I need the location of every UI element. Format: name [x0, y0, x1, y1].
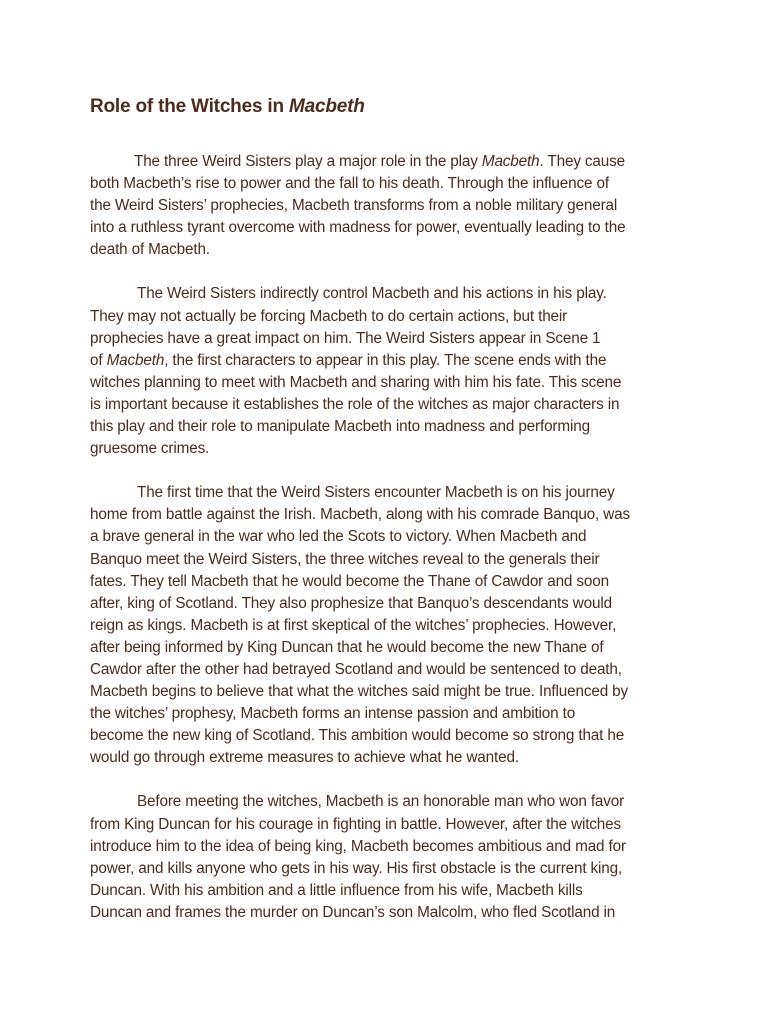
document-body — [90, 151, 690, 924]
paragraph-line: They may not actually be forcing Macbeth to do certain actions, but their — [90, 307, 568, 325]
paragraph-line: the Weird Sisters’ prophecies, Macbeth transforms from a noble military general — [90, 197, 618, 215]
paragraph-line: death of Macbeth. — [90, 241, 210, 259]
paragraph-line: Cawdor after the other had betrayed Scotland and would be sentenced to death, — [90, 660, 622, 678]
paragraph-line: a brave general in the war who led the Scots to victory. When Macbeth and — [90, 528, 587, 546]
document-title — [90, 92, 690, 122]
title-text: Role of the Witches in — [90, 96, 289, 117]
paragraph-line: Duncan. With his ambition and a little influence from his wife, Macbeth kills — [90, 881, 583, 899]
paragraph-line: fates. They tell Macbeth that he would become the Thane of Cawdor and soon — [90, 572, 609, 590]
paragraph-line: into a ruthless tyrant overcome with madness for power, eventually leading to the — [90, 219, 626, 237]
paragraph-line: home from battle against the Irish. Macbeth, along with his comrade Banquo, was — [90, 506, 630, 524]
paragraph-line: this play and their role to manipulate Macbeth into madness and performing — [90, 418, 590, 436]
paragraph-line: reign as kings. Macbeth is at first skeptical of the witches’ prophecies. However, — [90, 616, 617, 634]
paragraph-line: The first time that the Weird Sisters encounter Macbeth is on his journey — [137, 484, 615, 502]
paragraph-line: after, king of Scotland. They also prophesize that Banquo’s descendants would — [90, 594, 612, 612]
paragraph-line: witches planning to meet with Macbeth and sharing with him his fate. This scene — [90, 373, 622, 391]
paragraph — [90, 482, 690, 769]
paragraph-line: become the new king of Scotland. This ambition would become so strong that he — [90, 727, 625, 745]
title-italic-text: Macbeth — [288, 96, 365, 117]
paragraph-line: introduce him to the idea of being king, Macbeth becomes ambitious and mad for — [90, 837, 626, 855]
paragraph-line: prophecies have a great impact on him. The Weird Sisters appear in Scene 1 — [90, 329, 601, 347]
paragraph — [90, 791, 690, 924]
paragraph-line: gruesome crimes. — [90, 440, 210, 458]
italic-title-reference: Macbeth — [481, 153, 540, 170]
paragraph-line: Macbeth begins to believe that what the witches said might be true. Influenced by — [90, 683, 629, 701]
paragraph-line: of Macbeth, the first characters to appear in this play. The scene ends with the — [90, 351, 607, 369]
italic-title-reference: Macbeth — [106, 351, 165, 369]
paragraph-line: Before meeting the witches, Macbeth is an honorable man who won favor — [137, 793, 625, 811]
paragraph-line: after being informed by King Duncan that he would become the new Thane of — [90, 638, 604, 656]
paragraph-line: the witches’ prophesy, Macbeth forms an intense passion and ambition to — [90, 705, 576, 723]
paragraph-line: Banquo meet the Weird Sisters, the three witches reveal to the generals their — [90, 550, 600, 568]
paragraph-line: power, and kills anyone who gets in his way. His first obstacle is the current king, — [90, 859, 623, 877]
paragraph — [90, 283, 690, 460]
paragraph-line: Duncan and frames the murder on Duncan’s son Malcolm, who fled Scotland in — [90, 903, 616, 921]
document-page — [90, 92, 690, 946]
paragraph-line: both Macbeth’s rise to power and the fall to his death. Through the influence of — [90, 175, 609, 193]
paragraph — [90, 151, 690, 261]
paragraph-line: would go through extreme measures to achieve what he wanted. — [90, 749, 519, 767]
paragraph-line: The Weird Sisters indirectly control Macbeth and his actions in his play. — [137, 285, 607, 303]
paragraph-line: from King Duncan for his courage in fighting in battle. However, after the witches — [90, 815, 622, 833]
paragraph-line: is important because it establishes the role of the witches as major characters in — [90, 395, 620, 413]
paragraph-line: The three Weird Sisters play a major role in the play Macbeth. They cause — [134, 153, 625, 170]
